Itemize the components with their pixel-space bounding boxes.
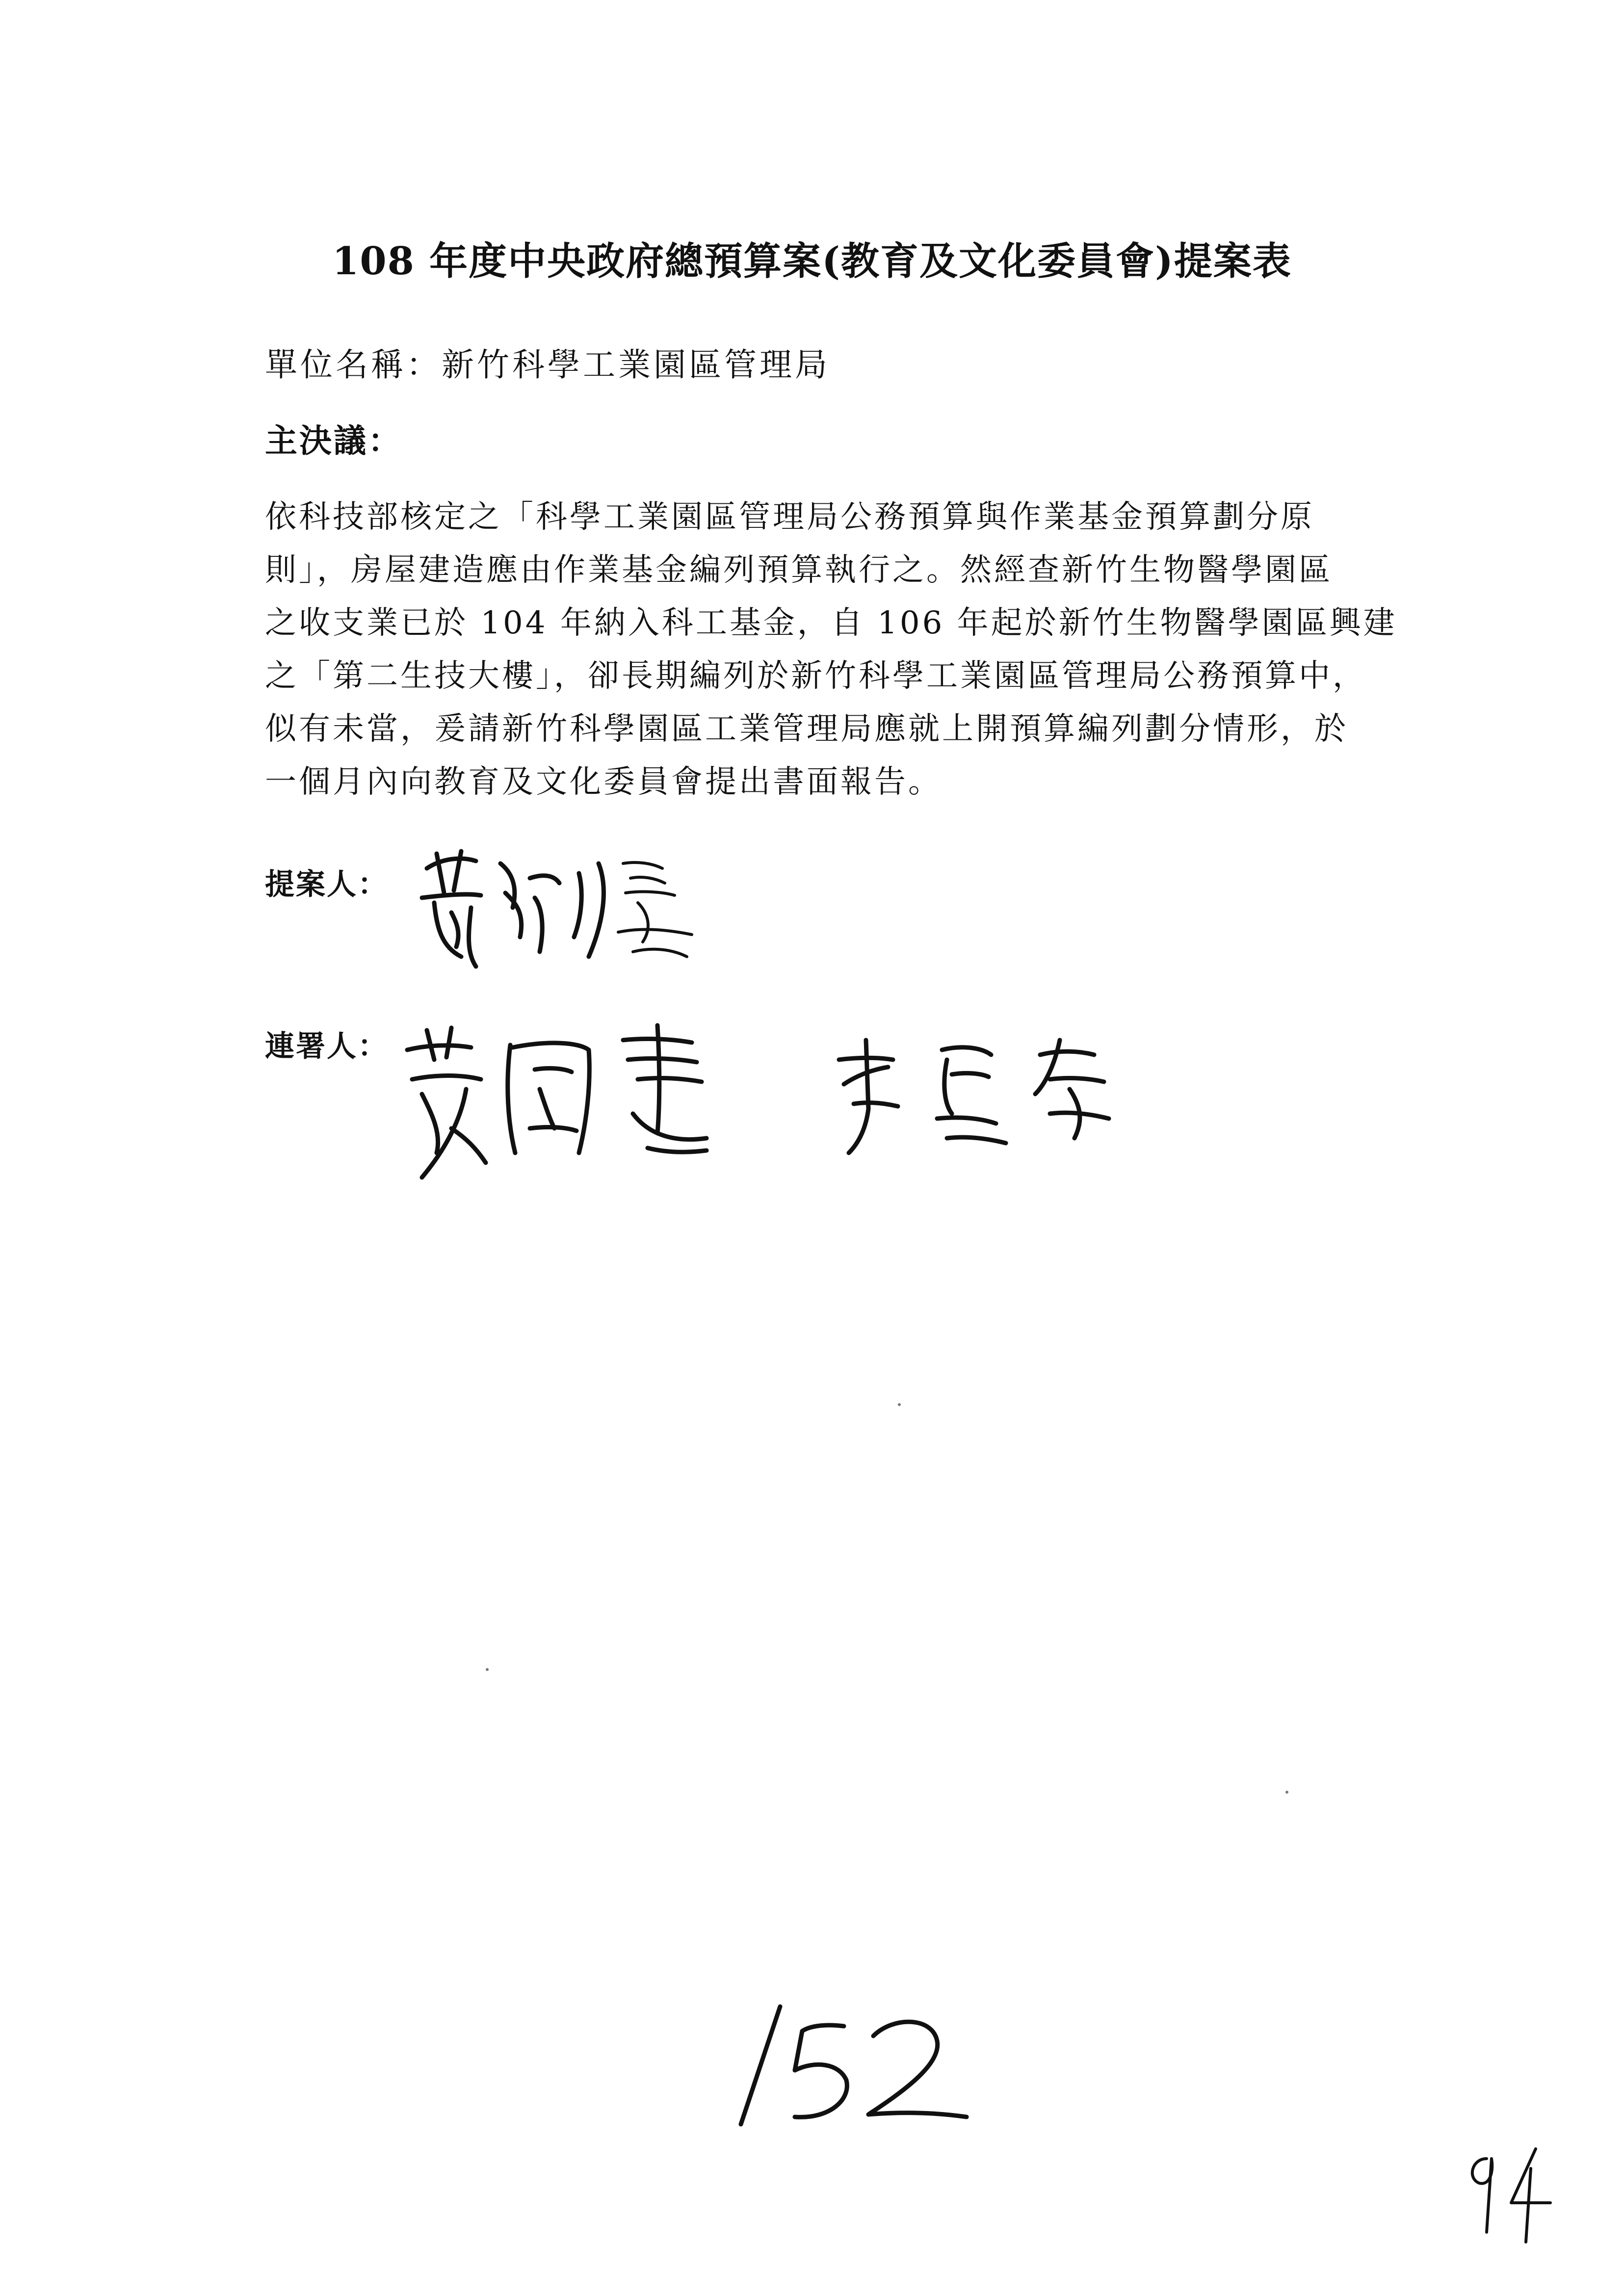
- scan-speck: [1285, 1791, 1288, 1794]
- body-line: 一個月內向教育及文化委員會提出書面報告。: [265, 764, 942, 800]
- body-line: 之收支業已於 104 年納入科工基金，自 106 年起於新竹生物醫學園區興建: [265, 605, 1397, 641]
- handwritten-corner-number: [1452, 2139, 1560, 2252]
- handwritten-page-number: [721, 1977, 976, 2139]
- scan-speck: [898, 1403, 901, 1406]
- body-line: 依科技部核定之「科學工業園區管理局公務預算與作業基金預算劃分原: [265, 499, 1314, 535]
- main-resolution-label: 主決議：: [265, 421, 402, 460]
- unit-name-line: 單位名稱：新竹科學工業園區管理局: [265, 346, 830, 384]
- body-line: 則」，房屋建造應由作業基金編列預算執行之。然經查新竹生物醫學園區: [265, 552, 1333, 588]
- body-line: 似有未當，爰請新竹科學園區工業管理局應就上開預算編列劃分情形，於: [265, 711, 1348, 747]
- document-title: 108 年度中央政府總預算案(教育及文化委員會)提案表: [332, 239, 1292, 284]
- cosigner-signature-1: [393, 1006, 736, 1192]
- scan-speck: [486, 1668, 489, 1671]
- proposer-label: 提案人：: [265, 867, 389, 902]
- resolution-body: [265, 491, 1413, 809]
- proposer-signature: [407, 834, 711, 981]
- body-line: 之「第二生技大樓」，卻長期編列於新竹科學工業園區管理局公務預算中，: [265, 658, 1366, 694]
- cosigner-label: 連署人：: [265, 1029, 389, 1064]
- cosigner-signature-2: [824, 1020, 1148, 1168]
